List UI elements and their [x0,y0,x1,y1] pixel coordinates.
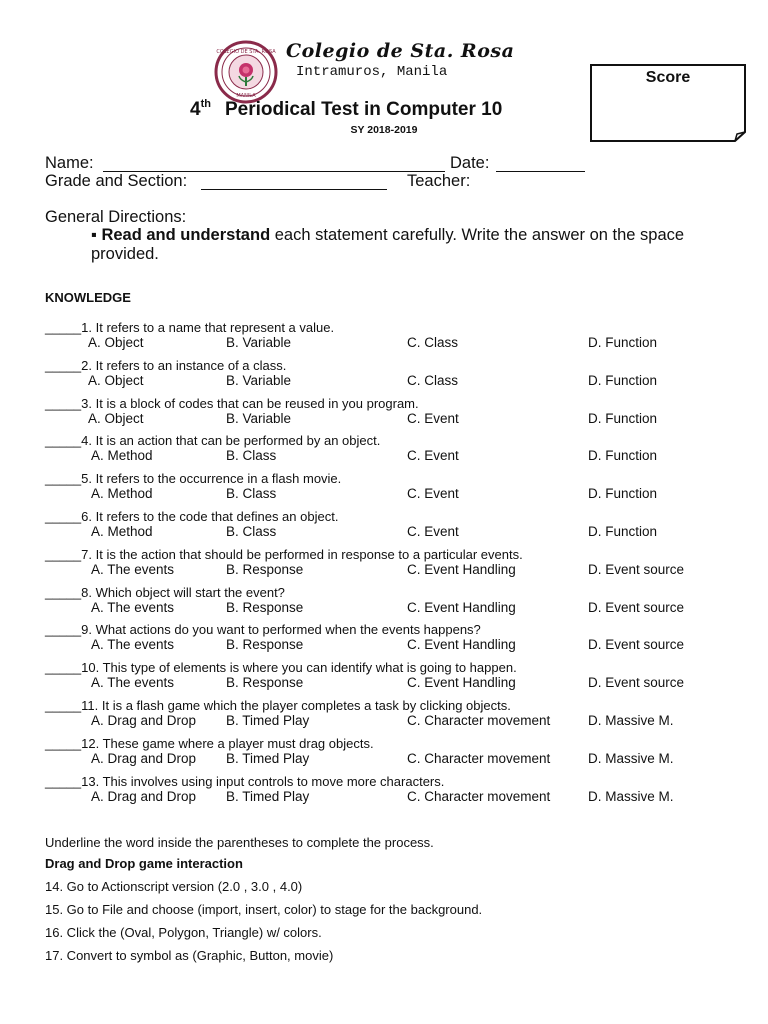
date-label: Date: [450,154,490,172]
answer-option: C. Class [407,372,459,388]
process-step-item: 15. Go to File and choose (import, insert, color) to stage for the background. [45,902,483,917]
answer-blank[interactable]: _____ [45,735,82,751]
svg-text:COLEGIO DE STA. ROSA: COLEGIO DE STA. ROSA [216,49,276,55]
answer-option: C. Event Handling [407,561,516,577]
answer-option: D. Massive M. [588,713,674,728]
answer-option: D. Event source [588,599,685,615]
question-stem: _____4. It is an action that can be performed by an object. [45,433,381,449]
answer-option: B. Timed Play [226,788,310,804]
answer-option: C. Character movement [407,750,551,766]
answer-option: B. Response [226,599,304,615]
answer-option: D. Function [588,372,658,388]
answer-option: D. Function [588,524,658,539]
answer-option: D. Event source [588,675,685,691]
question-stem: _____11. It is a flash game which the player completes a task by clicking objects. [45,698,511,713]
grade-section-label: Grade and Section: [45,172,188,190]
part2-title: Drag and Drop game interaction [45,856,243,871]
score-label: Score [645,69,691,86]
answer-blank[interactable]: _____ [45,320,82,335]
process-step-item: 16. Click the (Oval, Polygon, Triangle) w/ colors. [45,925,322,940]
process-step-item: 14. Go to Actionscript version (2.0 , 3.0 , 4.0) [45,879,303,894]
school-seal [214,40,278,104]
answer-option: A. Object [88,410,144,426]
answer-option: D. Massive M. [588,788,674,804]
answer-option: A. The events [91,599,175,615]
answer-option: C. Event Handling [407,599,516,615]
answer-option: C. Class [407,335,459,350]
answer-option: A. Method [91,448,153,464]
question-stem: _____8. Which object will start the event? [45,584,285,600]
answer-option: C. Event [407,524,459,539]
answer-option: A. Object [88,335,144,350]
school-name: Colegio de Sta. Rosa [286,40,515,62]
answer-option: B. Variable [226,410,292,426]
answer-blank[interactable]: _____ [45,471,82,487]
name-label: Name: [45,154,94,172]
directions-text: ▪ Read and understand each statement carefully. Write the answer on the space provided. [91,226,685,263]
answer-option: B. Variable [226,372,292,388]
part2-instruction: Underline the word inside the parentheses to complete the process. [45,835,434,850]
question-stem: _____1. It refers to a name that represent a value. [45,320,335,335]
answer-option: B. Response [226,675,304,691]
answer-option: D. Function [588,335,658,350]
question-stem: _____13. This involves using input controls to move more characters. [45,773,445,789]
answer-option: B. Timed Play [226,713,310,728]
answer-option: A. The events [91,675,175,691]
test-title: 4th Periodical Test in Computer 10 [190,98,503,120]
answer-option: D. Event source [588,637,685,653]
school-year: SY 2018-2019 [350,124,418,136]
answer-option: B. Class [226,448,277,464]
answer-option: B. Class [226,486,277,502]
answer-option: C. Event Handling [407,637,516,653]
answer-blank[interactable]: _____ [45,698,82,713]
date-line[interactable] [496,171,585,172]
question-stem: _____7. It is the action that should be performed in response to a particular events. [45,546,523,562]
answer-option: A. Method [91,486,153,502]
question-stem: _____5. It refers to the occurrence in a flash movie. [45,471,342,487]
answer-option: C. Event [407,410,459,426]
answer-blank[interactable]: _____ [45,433,82,449]
question-stem: _____6. It refers to the code that defines an object. [45,509,339,524]
answer-option: B. Timed Play [226,750,310,766]
answer-option: D. Function [588,448,658,464]
answer-option: A. The events [91,561,175,577]
answer-option: D. Function [588,486,658,502]
question-stem: _____12. These game where a player must drag objects. [45,735,374,751]
answer-blank[interactable]: _____ [45,546,82,562]
grade-section-line[interactable] [201,189,387,190]
answer-option: A. Method [91,524,153,539]
answer-blank[interactable]: _____ [45,773,82,789]
answer-option: D. Massive M. [588,750,674,766]
answer-option: A. Drag and Drop [91,750,197,766]
directions-title: General Directions: [45,208,187,226]
question-stem: _____3. It is a block of codes that can be reused in you program. [45,395,419,411]
answer-blank[interactable]: _____ [45,660,82,676]
question-stem: _____10. This type of elements is where you can identify what is going to happen. [45,660,517,676]
answer-blank[interactable]: _____ [45,395,82,411]
answer-option: A. Drag and Drop [91,788,197,804]
answer-option: C. Event [407,486,459,502]
answer-option: B. Response [226,561,304,577]
answer-option: D. Function [588,410,658,426]
answer-option: C. Character movement [407,713,551,728]
school-address: Intramuros, Manila [296,64,448,80]
question-stem: _____2. It refers to an instance of a class. [45,357,287,373]
answer-option: A. Drag and Drop [91,713,197,728]
answer-option: D. Event source [588,561,685,577]
bullet-icon: ▪ [91,226,97,244]
answer-option: C. Character movement [407,788,551,804]
answer-option: B. Class [226,524,277,539]
teacher-label: Teacher: [407,172,471,190]
process-step-item: 17. Convert to symbol as (Graphic, Button, movie) [45,948,334,963]
answer-blank[interactable]: _____ [45,509,82,524]
answer-option: A. Object [88,372,144,388]
answer-blank[interactable]: _____ [45,622,82,638]
answer-blank[interactable]: _____ [45,357,82,373]
answer-option: C. Event [407,448,459,464]
question-stem: _____9. What actions do you want to performed when the events happens? [45,622,481,638]
answer-option: A. The events [91,637,175,653]
answer-blank[interactable]: _____ [45,584,82,600]
answer-option: C. Event Handling [407,675,516,691]
svg-text:MANILA: MANILA [236,93,256,99]
section-title-knowledge: KNOWLEDGE [45,290,131,305]
answer-option: B. Response [226,637,304,653]
answer-option: B. Variable [226,335,292,350]
